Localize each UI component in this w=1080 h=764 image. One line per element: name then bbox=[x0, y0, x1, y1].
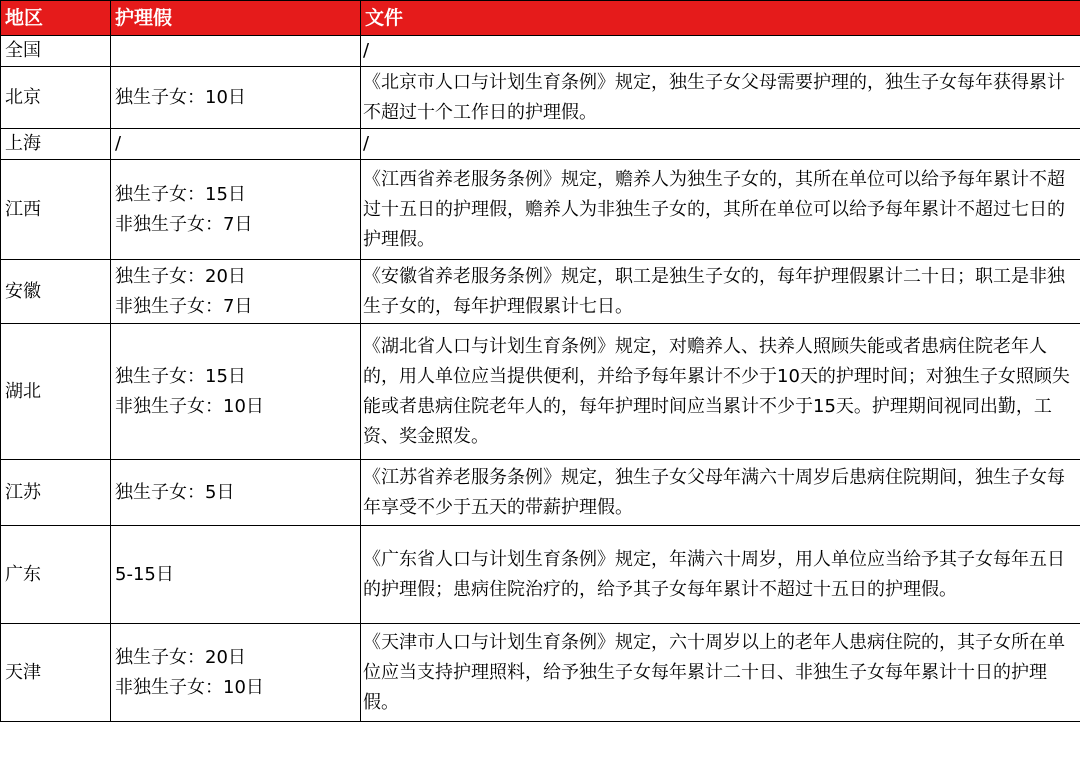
region-cell: 全国 bbox=[1, 36, 111, 67]
leave-cell bbox=[111, 129, 361, 160]
region-cell: 上海 bbox=[1, 129, 111, 160]
document-cell: 《天津市人口与计划生育条例》规定，六十周岁以上的老年人患病住院的，其子女所在单位应当支持护理照料，给予独生子女每年累计二十日、非独生子女每年累计十日的护理假。 bbox=[361, 624, 1080, 722]
document-cell: 《安徽省养老服务条例》规定，职工是独生子女的，每年护理假累计二十日；职工是非独生子女的，每年护理假累计七日。 bbox=[361, 260, 1080, 324]
document-cell: 《北京市人口与计划生育条例》规定，独生子女父母需要护理的，独生子女每年获得累计不超过十个工作日的护理假。 bbox=[361, 67, 1080, 129]
region-cell: 江西 bbox=[1, 160, 111, 260]
region-cell: 天津 bbox=[1, 624, 111, 722]
region-cell: 湖北 bbox=[1, 324, 111, 460]
leave-line: 5-15日 bbox=[115, 563, 174, 585]
document-cell: 《湖北省人口与计划生育条例》规定，对赡养人、扶养人照顾失能或者患病住院老年人的，用人单位应当提供便利，并给予每年累计不少于10天的护理时间；对独生子女照顾失能或者患病住院老年人的，每年护理时间应当累计不少于15天。护理期间视同出勤，工资、奖金照发。 bbox=[361, 324, 1080, 460]
region-cell: 北京 bbox=[1, 67, 111, 129]
leave-cell bbox=[111, 526, 361, 624]
table-row bbox=[1, 324, 1080, 460]
header-region: 地区 bbox=[1, 1, 111, 36]
document-cell: 《江西省养老服务条例》规定，赡养人为独生子女的，其所在单位可以给予每年累计不超过十五日的护理假，赡养人为非独生子女的，其所在单位可以给予每年累计不超过七日的护理假。 bbox=[361, 160, 1080, 260]
table-row bbox=[1, 624, 1080, 722]
table-row bbox=[1, 160, 1080, 260]
leave-cell bbox=[111, 67, 361, 129]
document-cell: 《江苏省养老服务条例》规定，独生子女父母年满六十周岁后患病住院期间，独生子女每年享受不少于五天的带薪护理假。 bbox=[361, 460, 1080, 526]
table-row bbox=[1, 129, 1080, 160]
leave-cell bbox=[111, 460, 361, 526]
region-cell: 广东 bbox=[1, 526, 111, 624]
leave-cell bbox=[111, 36, 361, 67]
table-row bbox=[1, 526, 1080, 624]
leave-line: 非独生子女：7日 bbox=[115, 213, 253, 235]
header-row bbox=[1, 1, 1080, 36]
leave-cell bbox=[111, 324, 361, 460]
header-leave: 护理假 bbox=[111, 1, 361, 36]
leave-line: 非独生子女：10日 bbox=[115, 395, 264, 417]
table-row bbox=[1, 460, 1080, 526]
table-row bbox=[1, 36, 1080, 67]
leave-line: 独生子女：20日 bbox=[115, 646, 246, 668]
document-cell: 《广东省人口与计划生育条例》规定，年满六十周岁，用人单位应当给予其子女每年五日的护理假；患病住院治疗的，给予其子女每年累计不超过十五日的护理假。 bbox=[361, 526, 1080, 624]
table-row bbox=[1, 260, 1080, 324]
leave-line: 独生子女：15日 bbox=[115, 183, 246, 205]
leave-line: 非独生子女：7日 bbox=[115, 295, 253, 317]
leave-line: / bbox=[115, 133, 122, 154]
leave-cell bbox=[111, 260, 361, 324]
leave-line: 独生子女：20日 bbox=[115, 265, 246, 287]
header-document: 文件 bbox=[361, 1, 1080, 36]
leave-line: 独生子女：10日 bbox=[115, 86, 246, 108]
region-cell: 江苏 bbox=[1, 460, 111, 526]
table-row bbox=[1, 67, 1080, 129]
document-cell: / bbox=[361, 36, 1080, 67]
leave-line: 非独生子女：10日 bbox=[115, 676, 264, 698]
leave-line: 独生子女：5日 bbox=[115, 481, 235, 503]
leave-line: 独生子女：15日 bbox=[115, 365, 246, 387]
leave-cell bbox=[111, 160, 361, 260]
region-cell: 安徽 bbox=[1, 260, 111, 324]
document-cell: / bbox=[361, 129, 1080, 160]
table-body bbox=[1, 36, 1080, 722]
leave-cell bbox=[111, 624, 361, 722]
